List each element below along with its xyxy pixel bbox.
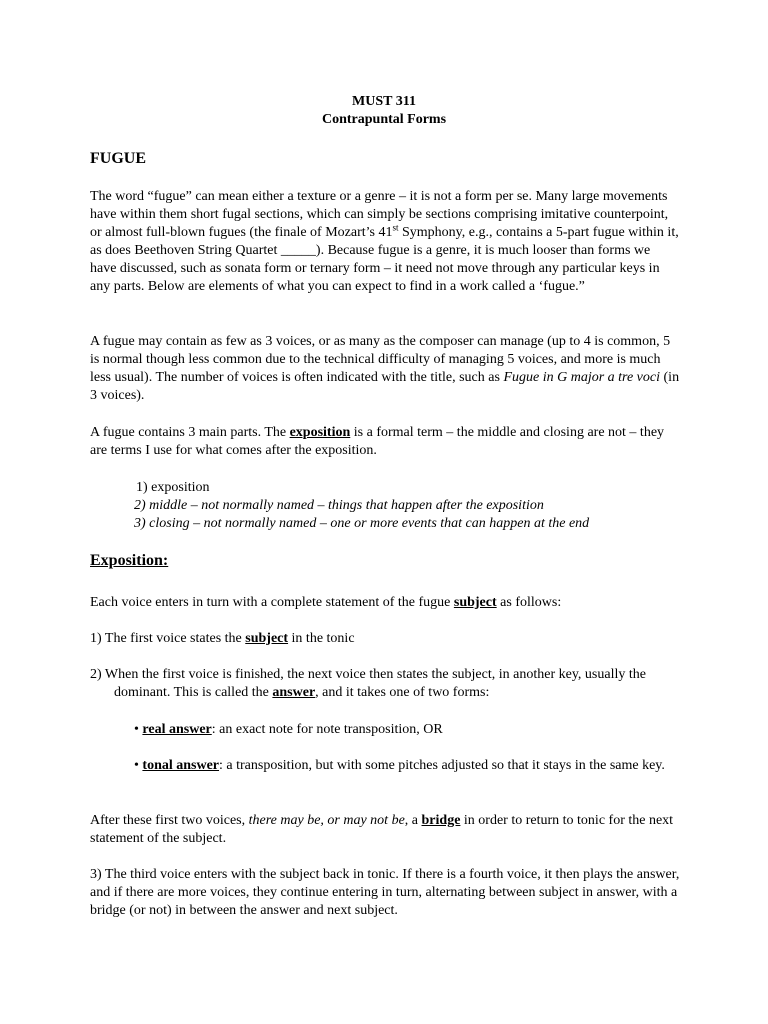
bullet-tonal-answer xyxy=(134,757,680,775)
paragraph-fugue-definition xyxy=(90,188,680,296)
bullet-text: : an exact note for note transposition, OR xyxy=(211,722,443,737)
paragraph-text: 2) When the first voice is finished, the next voice then states the subject, in another key, usually the dominant. This is called the xyxy=(90,667,646,700)
paragraph-text: , a xyxy=(404,813,422,828)
list-item-closing: 3) closing – not normally named – one or more events that can happen at the end xyxy=(134,516,590,531)
step-three: 3) The third voice enters with the subject back in tonic. If there is a fourth voice, it then plays the answer, and if there are more voices, they continue entering in turn, alternating between subject in answer, with a bridge (or not) in between the answer and next subject. xyxy=(90,867,680,918)
italic-title: Fugue in G major a tre voci xyxy=(503,370,661,385)
paragraph-text: Each voice enters in turn with a complete statement of the fugue xyxy=(90,595,454,610)
term-subject: subject xyxy=(245,631,289,646)
bullet-real-answer xyxy=(134,721,680,739)
paragraph-text: The word “fugue” can mean either a texture or a genre – it is not a form per se. Many large movements have within them short fugal sections, which can simply be sections comprising imitative counterpoint, or almost full-blown fugues (the finale of Mozart’s 41 xyxy=(90,189,669,240)
paragraph-text: After these first two voices, xyxy=(90,813,249,828)
paragraph-text: in the tonic xyxy=(288,631,355,646)
term-bridge: bridge xyxy=(421,813,461,828)
fugue-heading: FUGUE xyxy=(90,150,146,167)
list-item-exposition: 1) exposition xyxy=(136,480,210,495)
superscript-ordinal: st xyxy=(392,222,399,233)
paragraph-exposition-intro xyxy=(90,594,680,612)
step-two xyxy=(90,666,680,702)
course-code: MUST 311 xyxy=(352,94,416,109)
paragraph-main-parts xyxy=(90,424,680,460)
paragraph-text: A fugue contains 3 main parts. The xyxy=(90,425,290,440)
paragraph-text: as follows: xyxy=(496,595,562,610)
italic-phrase: there may be, or may not be xyxy=(248,813,405,828)
bullet-mark: • xyxy=(134,758,143,773)
term-answer: answer xyxy=(272,685,316,700)
paragraph-bridge xyxy=(90,812,680,848)
paragraph-text: Symphony, e.g., contains a 5-part fugue within it, as does Beethoven String Quartet _____). Because fugue is a genre, it is much looser than forms we have discussed, such as sonata form or ternary form – it need not move through any particular keys in any parts. Below are elements of what you can expect to find in a work called a ‘fugue.” xyxy=(90,225,679,294)
step-one xyxy=(90,630,680,648)
paragraph-text: , and it takes one of two forms: xyxy=(315,685,490,700)
bullet-mark: • xyxy=(134,722,143,737)
document-title: Contrapuntal Forms xyxy=(321,112,447,127)
paragraph-text: is a formal term – the middle and closing are not – they are terms I use for what comes after the exposition. xyxy=(90,425,665,458)
term-real-answer: real answer xyxy=(142,722,212,737)
paragraph-text: A fugue may contain as few as 3 voices, or as many as the composer can manage (up to 4 is common, 5 is normal though less common due to the technical difficulty of managing 5 voices, and more is much less usual). The number of voices is often indicated with the title, such as xyxy=(90,334,671,385)
exposition-heading: Exposition: xyxy=(90,552,169,569)
list-item-middle: 2) middle – not normally named – things that happen after the exposition xyxy=(134,498,544,513)
bullet-text: : a transposition, but with some pitches adjusted so that it stays in the same key. xyxy=(219,758,665,773)
term-tonal-answer: tonal answer xyxy=(142,758,220,773)
term-subject: subject xyxy=(453,595,497,610)
paragraph-text: in order to return to tonic for the next statement of the subject. xyxy=(90,813,674,846)
paragraph-voices xyxy=(90,333,680,405)
term-exposition: exposition xyxy=(289,425,351,440)
paragraph-text: 1) The first voice states the xyxy=(90,631,246,646)
paragraph-text: (in 3 voices). xyxy=(90,370,680,403)
